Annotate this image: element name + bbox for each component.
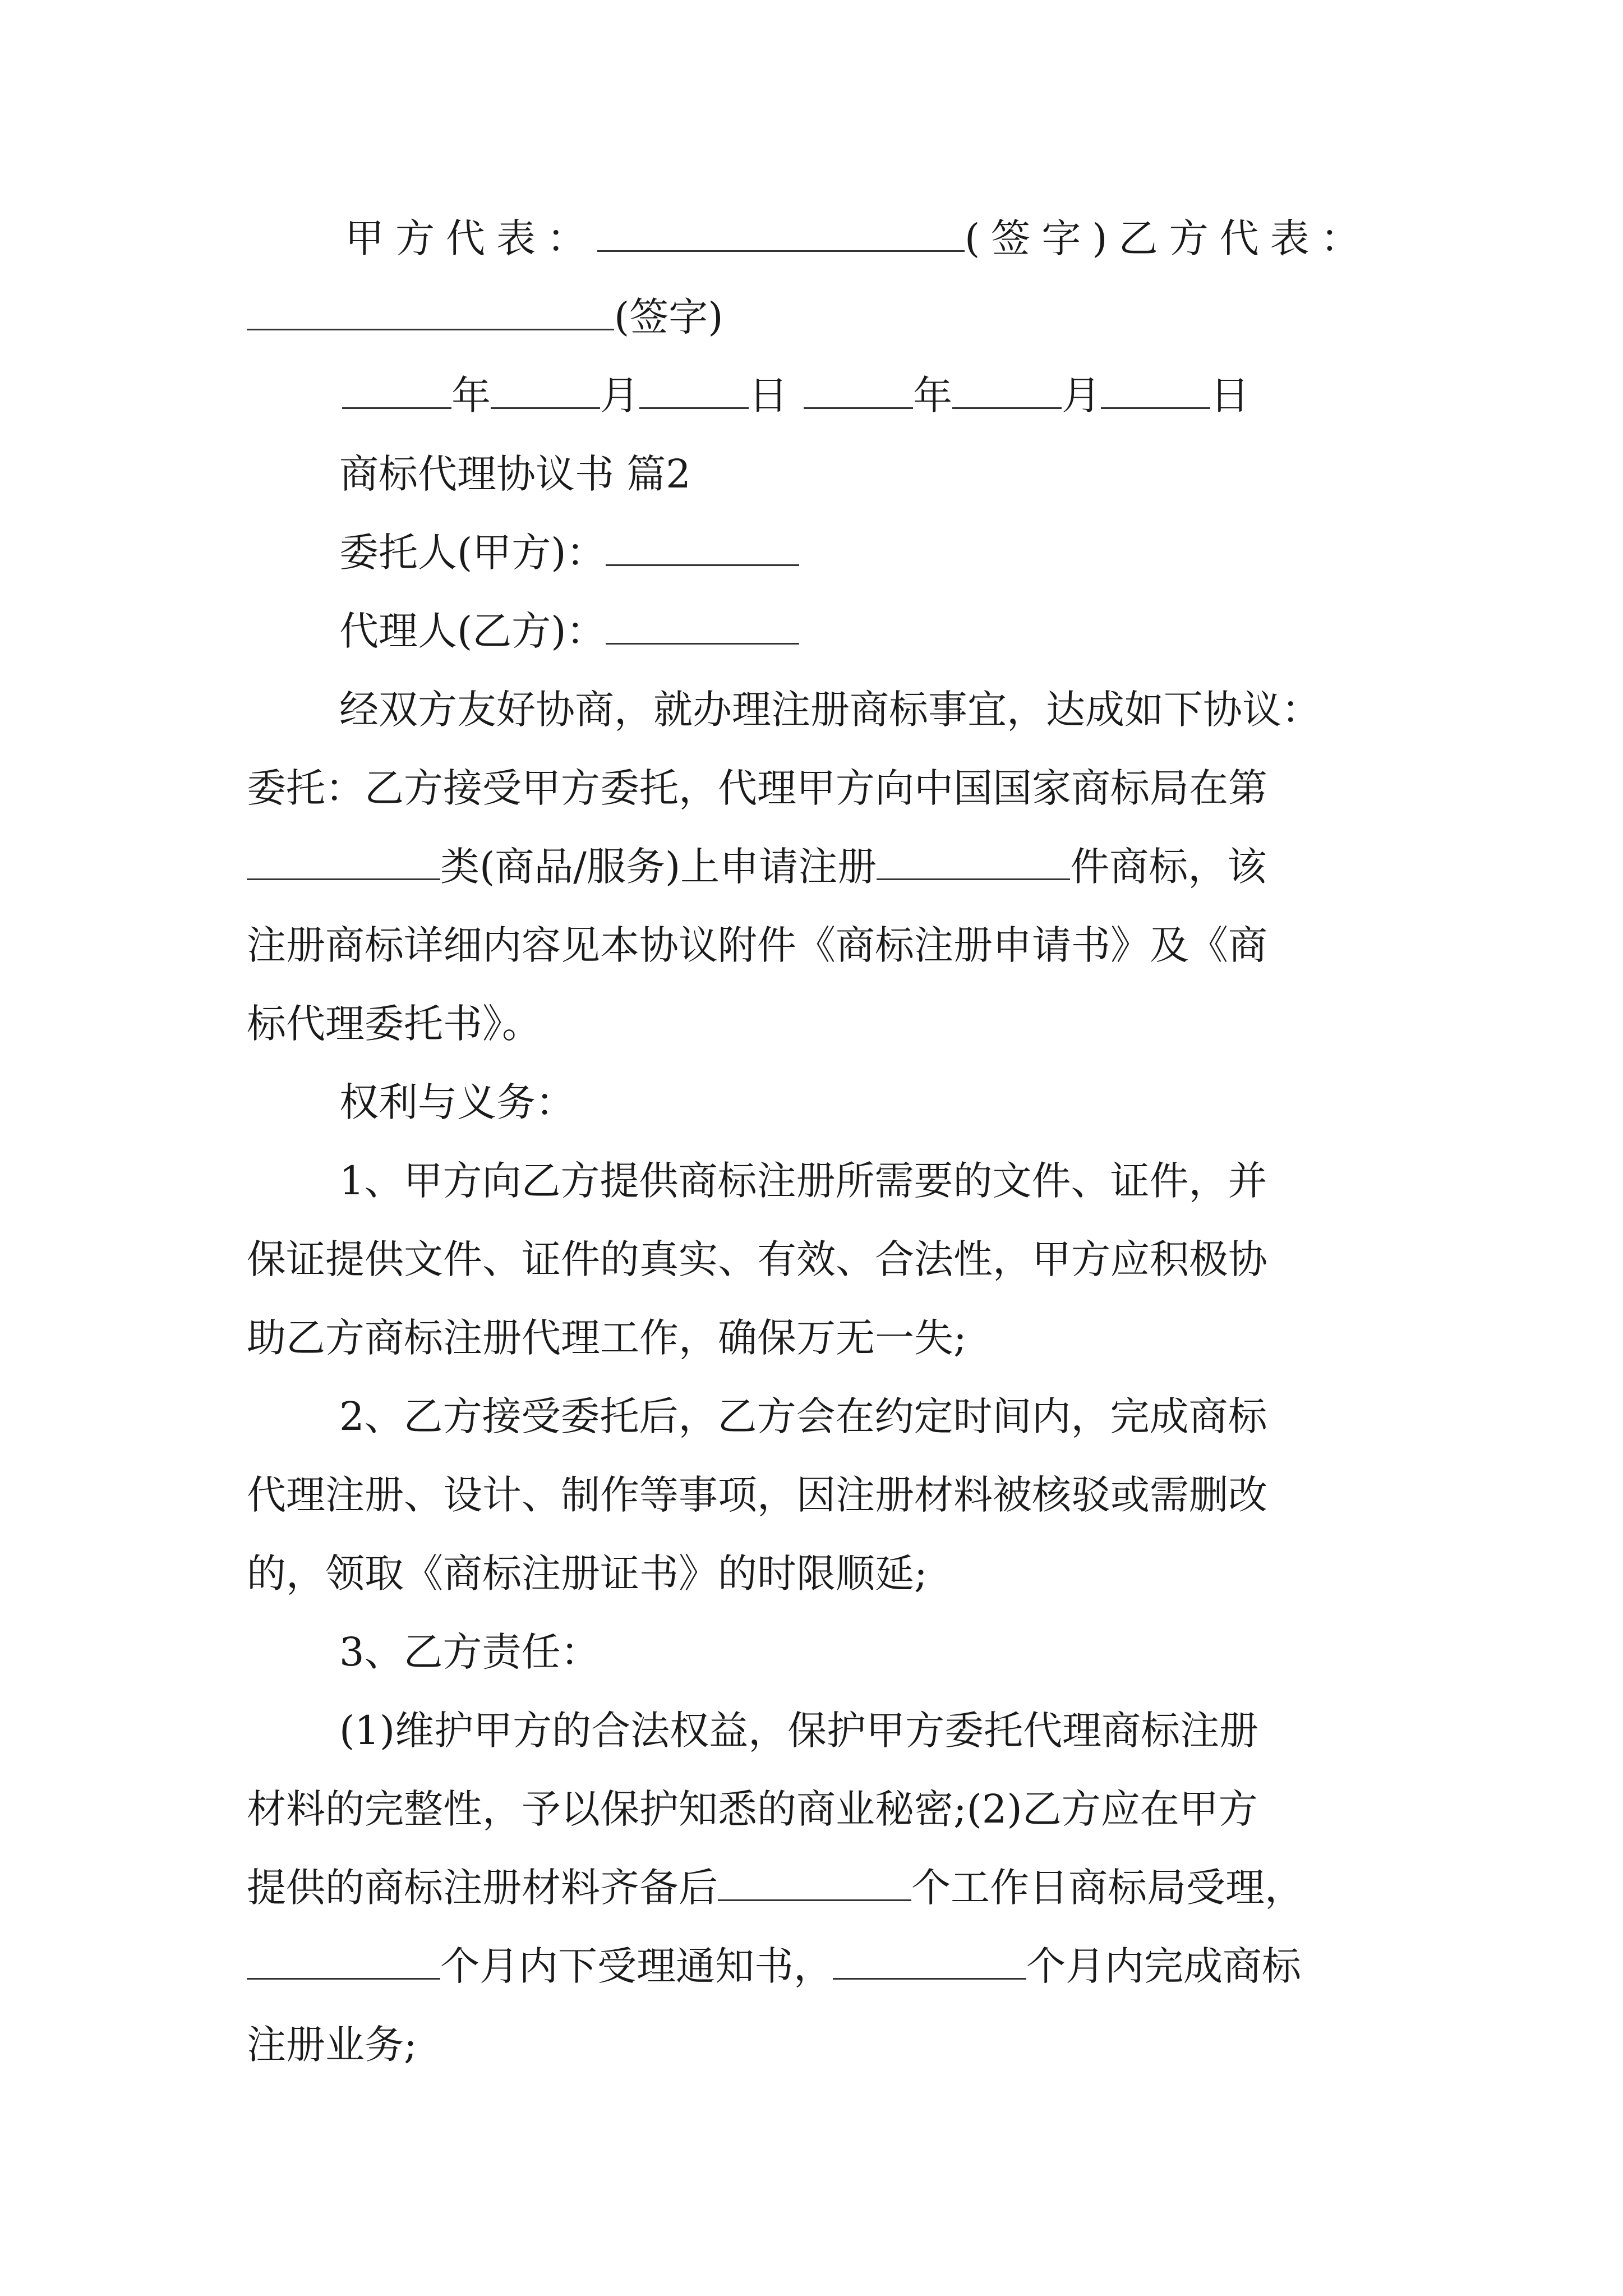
- month-blank-b: [952, 371, 1062, 409]
- item3-line-4-a: 个月内下受理通知书，: [440, 1943, 833, 1989]
- agent-line: [339, 603, 799, 659]
- item3-line-1: (1)维护甲方的合法权益，保护甲方委托代理商标注册: [339, 1708, 1259, 1754]
- item1-line-1: 1、甲方向乙方提供商标注册所需要的文件、证件，并: [339, 1158, 1267, 1204]
- workdays-blank: [718, 1864, 911, 1901]
- day-blank-a: [639, 371, 749, 409]
- month-blank-a: [491, 371, 600, 409]
- months-notice-blank: [247, 1942, 440, 1980]
- intro-line-5: 标代理委托书》。: [247, 1001, 541, 1047]
- item3-title: 3、乙方责任：: [339, 1629, 600, 1675]
- day-blank-b: [1101, 371, 1210, 409]
- client-blank: [606, 528, 799, 566]
- item3-line-4: [247, 1938, 1301, 1994]
- class-number-blank: [247, 843, 440, 880]
- section-title: 商标代理协议书 篇2: [339, 451, 691, 497]
- year-label-b: 年: [913, 372, 952, 418]
- item3-line-4-b: 个月内完成商标: [1026, 1943, 1301, 1989]
- trademark-count-blank: [877, 843, 1070, 880]
- sign-label: (签字): [965, 215, 1119, 261]
- item2-line-3: 的，领取《商标注册证书》的时限顺延;: [247, 1550, 928, 1596]
- signature-line-1: [345, 210, 1371, 266]
- item2-line-1: 2、乙方接受委托后，乙方会在约定时间内，完成商标: [339, 1393, 1267, 1439]
- item3-line-3-a: 提供的商标注册材料齐备后: [247, 1865, 718, 1911]
- month-label-b: 月: [1062, 372, 1101, 418]
- intro-line-3-b: 件商标，该: [1070, 844, 1267, 890]
- year-label-a: 年: [451, 372, 491, 418]
- agent-label: 代理人(乙方)：: [339, 608, 606, 654]
- months-complete-blank: [833, 1942, 1026, 1980]
- party-a-rep-label: 甲方代表：: [345, 215, 597, 261]
- party-b-rep-label: 乙方代表：: [1118, 215, 1371, 261]
- year-blank-b: [804, 371, 913, 409]
- month-label-a: 月: [600, 372, 639, 418]
- item3-line-5: 注册业务;: [247, 2022, 417, 2068]
- rights-title: 权利与义务：: [339, 1079, 575, 1125]
- intro-line-4: 注册商标详细内容见本协议附件《商标注册申请书》及《商: [247, 922, 1267, 968]
- item3-line-3-b: 个工作日商标局受理，: [911, 1865, 1304, 1911]
- intro-line-3: [247, 839, 1266, 895]
- item3-line-2: 材料的完整性，予以保护知悉的商业秘密;(2)乙方应在甲方: [247, 1786, 1258, 1832]
- intro-line-1: 经双方友好协商，就办理注册商标事宜，达成如下协议：: [339, 687, 1321, 733]
- day-label-b: 日: [1210, 372, 1249, 418]
- sign-label-2: (签字): [614, 294, 723, 340]
- signature-line-2: [247, 289, 723, 345]
- item3-line-3: [247, 1860, 1304, 1916]
- item1-line-3: 助乙方商标注册代理工作，确保万无一失;: [247, 1315, 967, 1361]
- intro-line-2: 委托：乙方接受甲方委托，代理甲方向中国国家商标局在第: [247, 765, 1267, 811]
- party-a-signature-blank: [597, 214, 965, 252]
- client-line: [339, 524, 799, 581]
- client-label: 委托人(甲方)：: [339, 530, 606, 576]
- intro-line-3-a: 类(商品/服务)上申请注册: [440, 844, 877, 890]
- date-line: [342, 367, 1249, 424]
- agent-blank: [606, 607, 799, 645]
- party-b-signature-blank: [247, 293, 614, 330]
- item2-line-2: 代理注册、设计、制作等事项，因注册材料被核驳或需删改: [247, 1472, 1267, 1518]
- day-label-a: 日: [749, 372, 788, 418]
- item1-line-2: 保证提供文件、证件的真实、有效、合法性，甲方应积极协: [247, 1236, 1267, 1282]
- year-blank-a: [342, 371, 451, 409]
